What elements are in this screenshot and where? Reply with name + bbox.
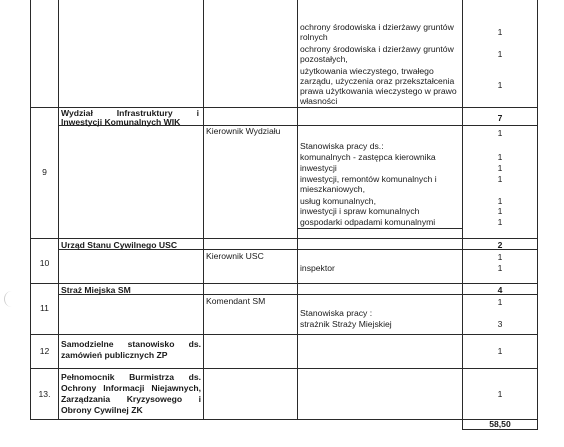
position-count: 1: [497, 346, 503, 356]
unit-name-line: Obrony Cywilnej ZK: [61, 405, 143, 415]
position-count: 1: [497, 152, 503, 162]
scan-mark: [4, 291, 19, 307]
position-line: strażnik Straży Miejskiej: [300, 319, 392, 329]
table-col-divider: [58, 0, 59, 420]
position-count: 3: [497, 319, 503, 329]
position-line: inwestycji i spraw komunalnych: [300, 206, 420, 216]
row-divider: [297, 228, 463, 229]
table-border-right: [537, 0, 538, 430]
table-col-divider: [297, 0, 298, 420]
position-line: Stanowiska pracy :: [300, 308, 373, 318]
table-col-divider: [203, 0, 204, 420]
unit-name-line: Straż Miejska SM: [61, 285, 131, 295]
position-count: 1: [497, 263, 503, 273]
position-line: inwestycji: [300, 163, 337, 173]
row-divider: [30, 419, 538, 420]
position-count: 1: [497, 163, 503, 173]
row-divider: [30, 334, 538, 335]
position-line: prawa użytkowania wieczystego w prawo: [300, 86, 457, 96]
position-count: 1: [497, 27, 503, 37]
position-count: 1: [497, 206, 503, 216]
row-number: 9: [42, 167, 47, 177]
position-line: własności: [300, 96, 338, 106]
row-divider: [30, 368, 538, 369]
unit-name-line: Pełnomocnik Burmistrza ds.: [61, 372, 201, 382]
unit-total: 4: [497, 285, 503, 295]
position-count: 1: [497, 217, 503, 227]
unit-head: Kierownik Wydziału: [206, 126, 281, 136]
row-number: 11: [40, 303, 49, 313]
unit-total: 2: [497, 240, 503, 250]
row-number: 12: [39, 346, 50, 356]
position-line: gospodarki odpadami komunalnymi: [300, 217, 436, 227]
unit-name-line: Samodzielne stanowisko ds.: [61, 339, 201, 349]
unit-name-line: Wydział Infrastruktury i: [61, 108, 199, 118]
row-number: 13.: [38, 389, 51, 399]
unit-name-line: Ochrony Informacji Niejawnych,: [61, 383, 201, 393]
position-count: 1: [497, 174, 503, 184]
position-line: zarządu, użyczenia oraz przekształcenia: [300, 76, 455, 86]
position-line: pozostałych,: [300, 54, 348, 64]
position-count: 1: [497, 389, 503, 399]
row-divider: [30, 283, 538, 284]
position-count: 1: [497, 49, 503, 59]
unit-name-line: Zarządzania Kryzysowego i: [61, 394, 201, 404]
unit-head: Kierownik USC: [206, 251, 264, 261]
row-number: 10: [39, 258, 50, 268]
position-count: 1: [497, 297, 503, 307]
position-line: komunalnych - zastępca kierownika: [300, 152, 436, 162]
unit-name-line: Urząd Stanu Cywilnego USC: [61, 240, 178, 250]
position-count: 1: [497, 80, 503, 90]
position-line: usług komunalnych,: [300, 196, 376, 206]
unit-name-line: Inwestycji Komunalnych WIK: [61, 117, 181, 127]
row-divider: [30, 238, 538, 239]
position-count: 1: [497, 196, 503, 206]
position-line: ochrony środowiska i dzierżawy gruntów: [300, 44, 454, 54]
position-count: 1: [497, 128, 503, 138]
grand-total: 58,50: [489, 419, 511, 429]
unit-name-line: zamówień publicznych ZP: [61, 350, 168, 360]
unit-total: 7: [497, 113, 503, 123]
position-line: inspektor: [300, 263, 335, 273]
position-line: ochrony środowiska i dzierżawy gruntów: [300, 22, 454, 32]
position-count: 1: [497, 252, 503, 262]
table-border-left: [30, 0, 31, 420]
position-line: inwestycji, remontów komunalnych i: [300, 174, 437, 184]
unit-head: Komendant SM: [206, 296, 266, 306]
position-line: użytkowania wieczystego, trwałego: [300, 66, 434, 76]
position-line: rolnych: [300, 32, 328, 42]
position-line: mieszkaniowych,: [300, 184, 365, 194]
position-line: Stanowiska pracy ds.:: [300, 141, 384, 151]
